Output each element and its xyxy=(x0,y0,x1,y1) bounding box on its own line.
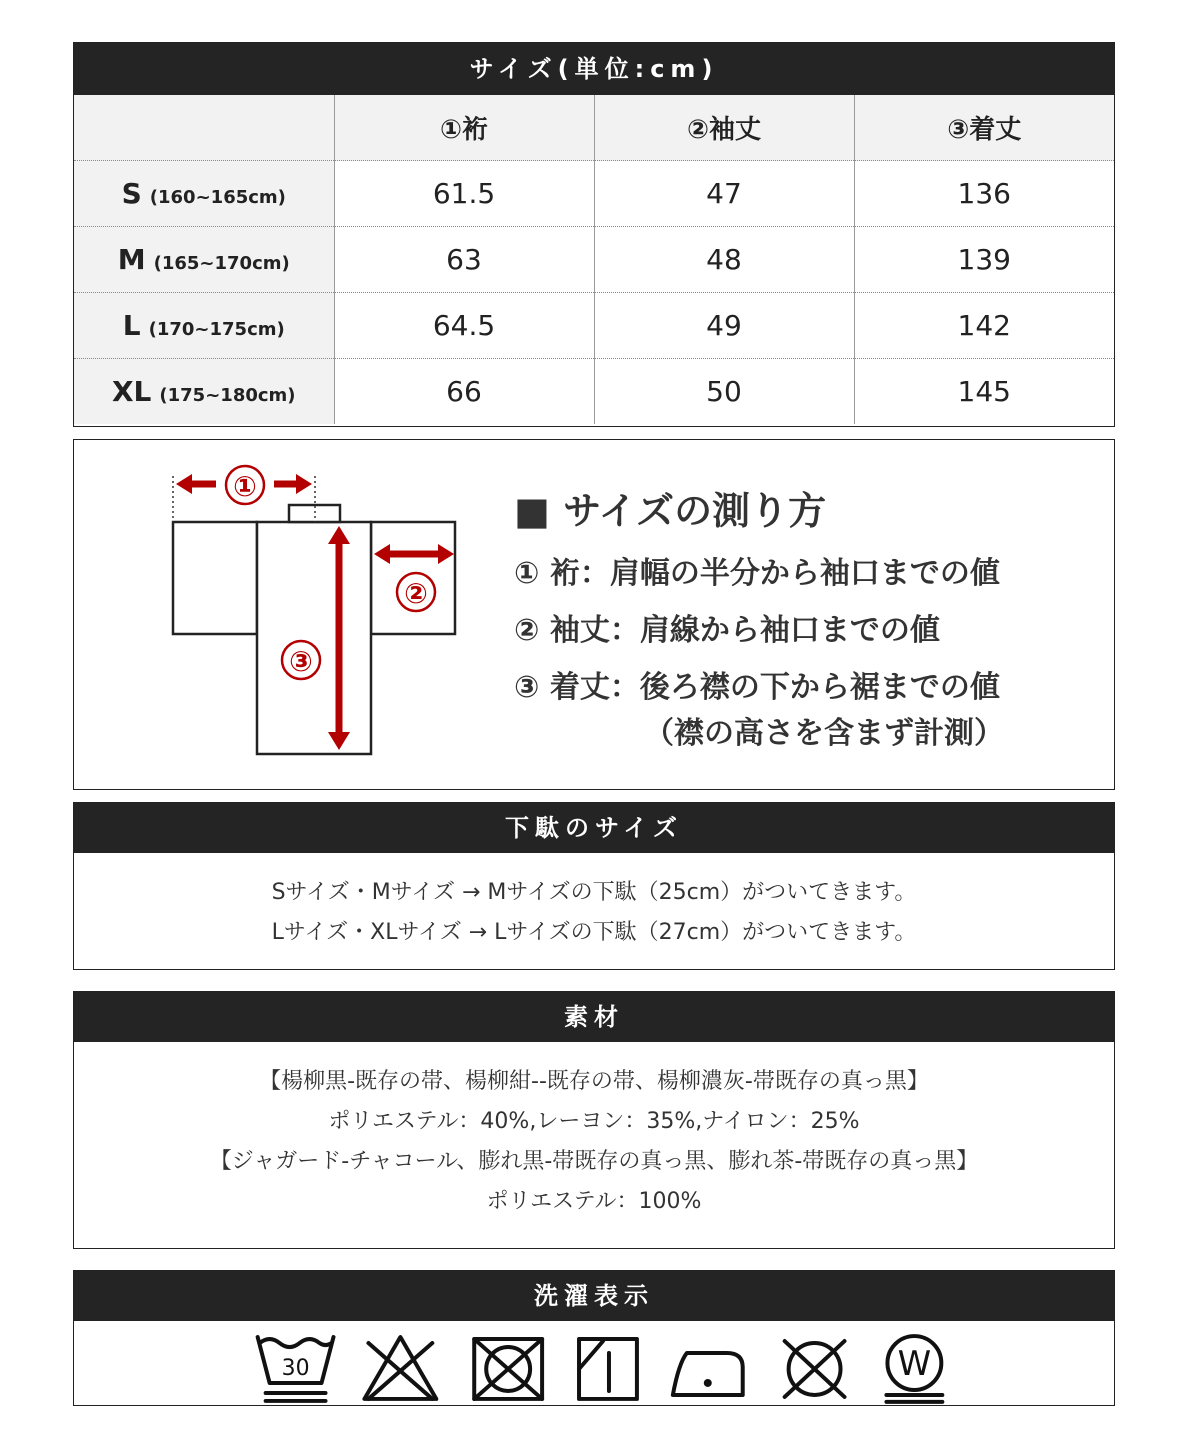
size-table-section xyxy=(73,42,1115,427)
material-title: 素材 xyxy=(74,992,1114,1042)
measure-line-2: ② 袖丈：肩線から袖口までの値 xyxy=(514,613,940,648)
mark-1: ① xyxy=(233,470,257,503)
size-range: (160~165cm) xyxy=(149,187,286,208)
size-name: XL xyxy=(111,375,152,408)
material-line-1: 【楊柳黒-既存の帯、楊柳紺--既存の帯、楊柳濃灰-帯既存の真っ黒】 xyxy=(259,1069,929,1094)
size-name: M xyxy=(117,243,146,276)
table-cell: 47 xyxy=(594,161,854,227)
material-line-2: ポリエステル：40%,レーヨン：35%,ナイロン：25% xyxy=(328,1109,860,1134)
geta-title: 下駄のサイズ xyxy=(74,803,1114,853)
geta-text xyxy=(74,853,1114,953)
material-line-4: ポリエステル：100% xyxy=(486,1189,702,1214)
row-label xyxy=(74,293,334,359)
size-table-title: サイズ(単位:cm) xyxy=(74,43,1114,95)
size-range: (175~180cm) xyxy=(159,385,296,406)
measure-line-1: ① 裄：肩幅の半分から袖口までの値 xyxy=(514,556,1000,591)
size-table-header-row xyxy=(74,95,1114,161)
measure-line-3: ③ 着丈：後ろ襟の下から裾までの値 xyxy=(514,670,1000,705)
size-range: (165~170cm) xyxy=(153,253,290,274)
geta-size-section xyxy=(73,802,1115,970)
wash-care-section xyxy=(73,1270,1115,1406)
table-cell: 61.5 xyxy=(334,161,594,227)
table-cell: 139 xyxy=(854,227,1114,293)
mark-3: ③ xyxy=(289,645,313,678)
iron-low-icon xyxy=(673,1353,743,1395)
measure-line-note: （襟の高さを含まず計測） xyxy=(644,716,1004,751)
material-section xyxy=(73,991,1115,1249)
table-cell: 66 xyxy=(334,359,594,425)
size-table xyxy=(74,95,1114,424)
wash-icons-row xyxy=(74,1329,1114,1405)
table-row xyxy=(74,161,1114,227)
wet-clean-mark: W xyxy=(897,1344,932,1384)
wash-title: 洗濯表示 xyxy=(74,1271,1114,1321)
table-row xyxy=(74,293,1114,359)
table-row xyxy=(74,227,1114,293)
table-cell: 49 xyxy=(594,293,854,359)
table-cell: 50 xyxy=(594,359,854,425)
table-cell: 142 xyxy=(854,293,1114,359)
no-bleach-icon xyxy=(364,1337,436,1399)
table-cell: 64.5 xyxy=(334,293,594,359)
column-header-yuki: ①裄 xyxy=(334,95,594,161)
size-name: L xyxy=(122,309,141,342)
size-range: (170~175cm) xyxy=(148,319,285,340)
table-cell: 63 xyxy=(334,227,594,293)
material-text xyxy=(74,1042,1114,1222)
column-header-blank xyxy=(74,95,334,161)
body-shape xyxy=(257,522,371,754)
table-cell: 48 xyxy=(594,227,854,293)
column-header-kitake: ③着丈 xyxy=(854,95,1114,161)
row-label xyxy=(74,227,334,293)
wash-temperature: 30 xyxy=(281,1355,310,1381)
row-label xyxy=(74,359,334,425)
geta-line-2: Lサイズ・XLサイズ → Lサイズの下駄（27cm）がついてきます。 xyxy=(271,920,917,945)
row-label xyxy=(74,161,334,227)
arrow-yuki-icon xyxy=(176,466,312,504)
line-dry-icon xyxy=(579,1339,637,1399)
material-line-3: 【ジャガード-チャコール、膨れ黒-帯既存の真っ黒、膨れ茶-帯既存の真っ黒】 xyxy=(209,1149,979,1174)
mark-2: ② xyxy=(404,577,428,610)
no-dry-clean-icon xyxy=(785,1341,845,1397)
table-row xyxy=(74,359,1114,425)
left-sleeve-shape xyxy=(173,522,257,634)
measure-title: ■ サイズの測り方 xyxy=(514,489,827,533)
table-cell: 136 xyxy=(854,161,1114,227)
size-name: S xyxy=(121,177,142,210)
kimono-diagram xyxy=(164,458,464,768)
no-tumble-dry-icon xyxy=(474,1339,542,1399)
geta-line-1: Sサイズ・Mサイズ → Mサイズの下駄（25cm）がついてきます。 xyxy=(271,880,917,905)
column-header-sodetake: ②袖丈 xyxy=(594,95,854,161)
measurement-guide-section xyxy=(73,439,1115,790)
table-cell: 145 xyxy=(957,375,1011,408)
